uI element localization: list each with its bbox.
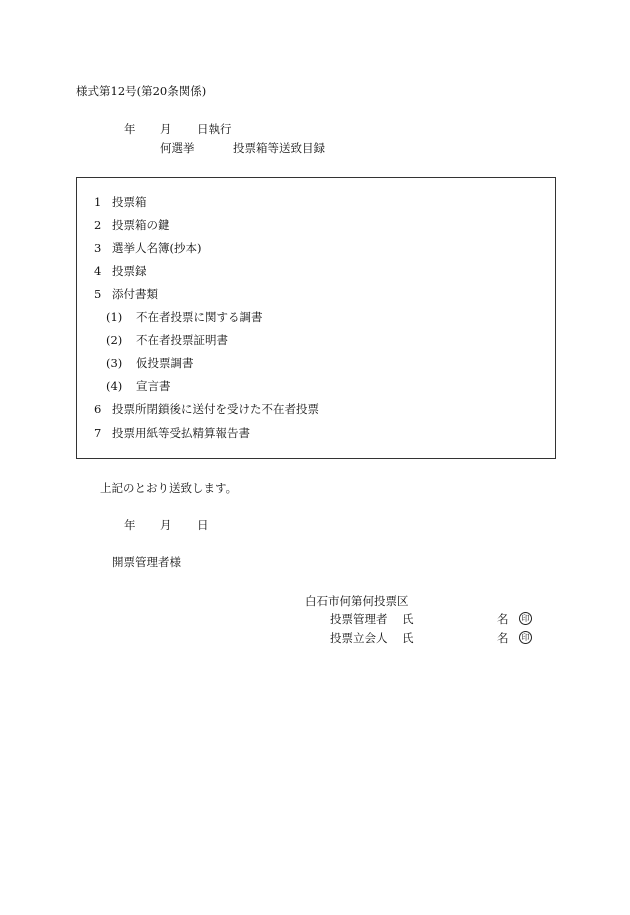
list-item-number: 6 [94,402,102,416]
list-item: 投票所閉鎖後に送付を受けた不在者投票 [112,402,319,416]
send-date-month: 月 [160,518,172,532]
list-item-number: 5 [94,287,102,301]
signer-mei: 名 [497,631,509,645]
sub-item-number: (3) [106,356,123,370]
execution-date-day: 日執行 [197,122,232,136]
list-item-number: 1 [94,195,102,209]
seal-icon: 印 [519,631,532,644]
signer-shi: 氏 [402,631,414,645]
signer-role: 投票立会人 [330,631,388,645]
election-name: 何選挙 [160,141,195,155]
list-item: 投票録 [112,264,147,278]
addressee: 開票管理者様 [112,555,181,569]
list-item-number: 3 [94,241,102,255]
sub-item: 不在者投票証明書 [136,333,228,347]
sub-item: 宣言書 [136,379,171,393]
send-date-year: 年 [124,518,136,532]
polling-district: 白石市何第何投票区 [305,594,409,608]
sub-item: 不在者投票に関する調書 [136,310,263,324]
list-item-number: 7 [94,426,102,440]
list-item: 選挙人名簿(抄本) [112,241,202,255]
list-item: 投票箱の鍵 [112,218,170,232]
signer-mei: 名 [497,612,509,626]
list-item-number: 2 [94,218,102,232]
sub-item-number: (1) [106,310,123,324]
execution-date-month: 月 [160,122,172,136]
list-item: 投票用紙等受払精算報告書 [112,426,250,440]
sub-item: 仮投票調書 [136,356,194,370]
sub-item-number: (4) [106,379,123,393]
list-item-number: 4 [94,264,102,278]
form-number: 様式第12号(第20条関係) [76,84,207,98]
signer-shi: 氏 [402,612,414,626]
statement: 上記のとおり送致します。 [100,481,238,495]
execution-date-year: 年 [124,122,136,136]
signer-role: 投票管理者 [330,612,388,626]
seal-icon: 印 [519,612,532,625]
send-date-day: 日 [197,518,209,532]
sub-item-number: (2) [106,333,123,347]
list-item: 投票箱 [112,195,147,209]
list-item: 添付書類 [112,287,158,301]
document-title: 投票箱等送致目録 [233,141,325,155]
